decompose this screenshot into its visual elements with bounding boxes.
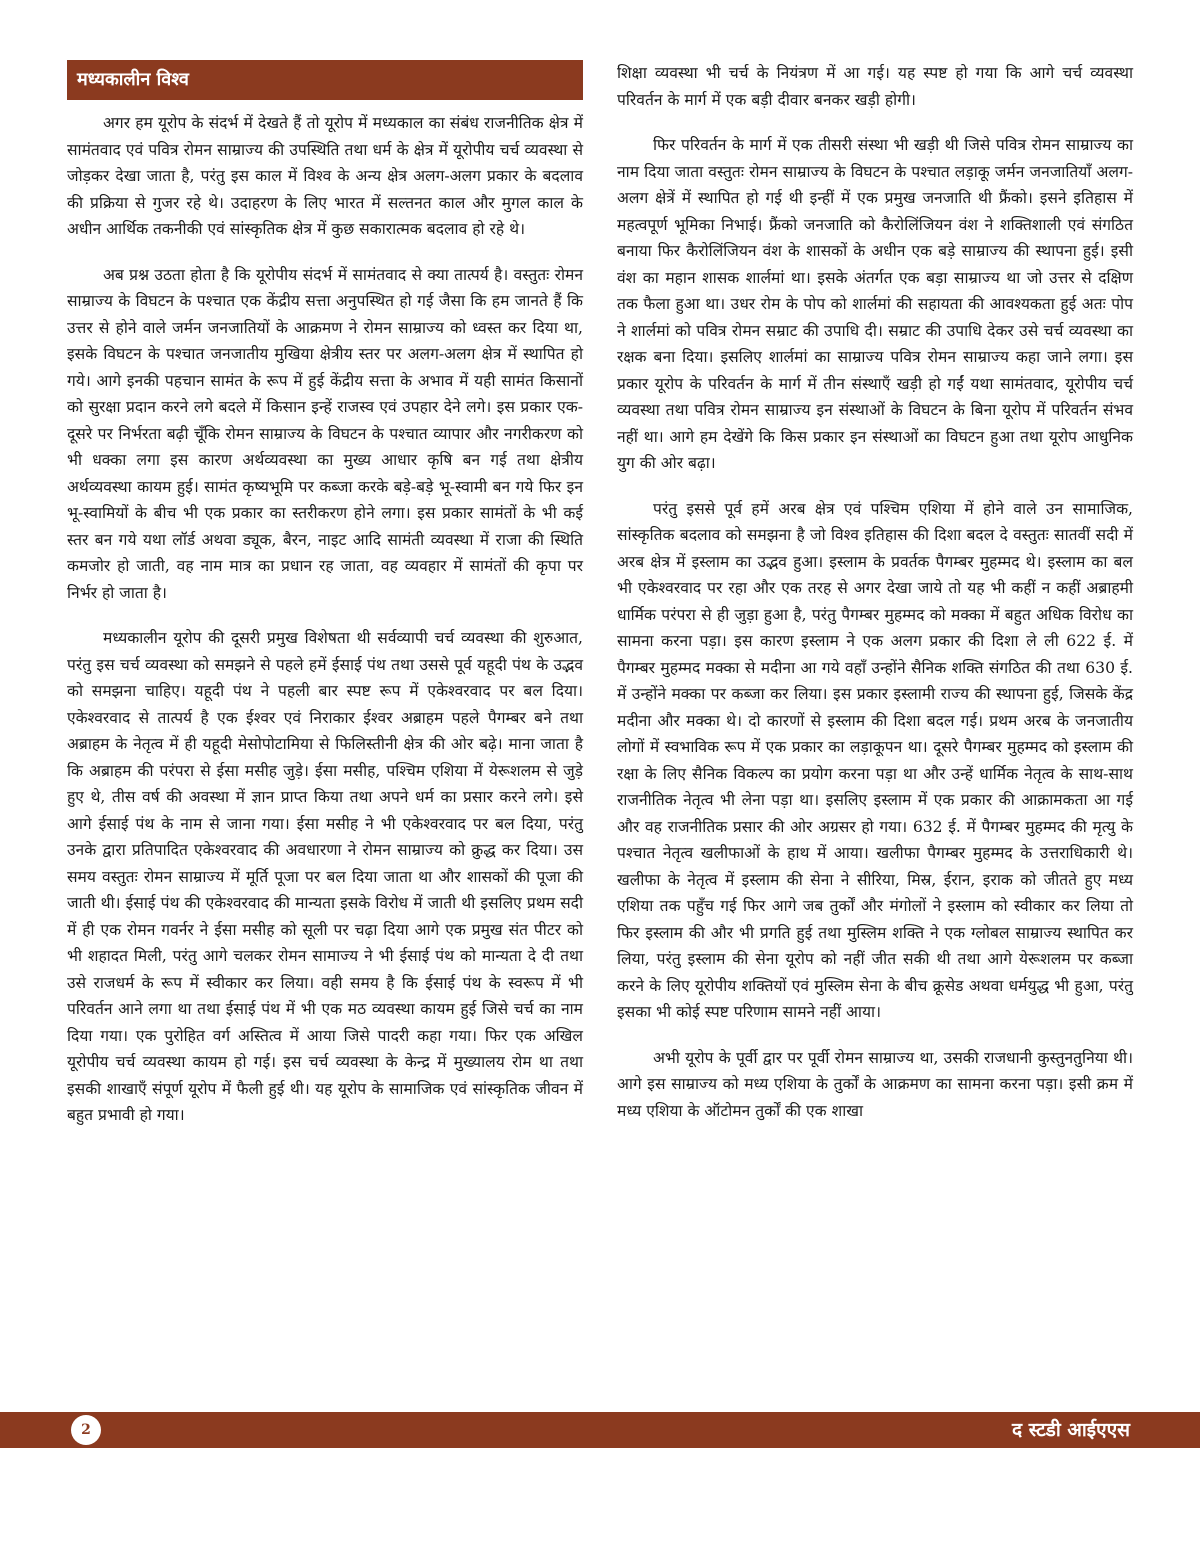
brand-name: द स्टडी आईएएस [1012, 1419, 1130, 1441]
paragraph: परंतु इससे पूर्व हमें अरब क्षेत्र एवं पश्चिम एशिया में होने वाले उन सामाजिक, सांस्कृतिक बदलाव को समझना है जो विश्व इतिहास की दिशा बदल दे वस्तुतः सातवीं सदी में अरब क्षेत्र में इस्लाम का उद्भव हुआ। इस्लाम के प्रवर्तक पैगम्बर मुहम्मद थे। इस्लाम का बल भी एकेश्वरवाद पर रहा और एक तरह से अगर देखा जाये तो यह भी कहीं न कहीं अब्राहमी धार्मिक परंपरा से ही जुड़ा हुआ है, परंतु पैगम्बर मुहम्मद को मक्का में बहुत अधिक विरोध का सामना करना पड़ा। इस कारण इस्लाम ने एक अलग प्रकार की दिशा ले ली 622 ई. में पैगम्बर मुहम्मद मक्का से मदीना आ गये वहाँ उन्होंने सैनिक शक्ति संगठित की तथा 630 ई. में उन्होंने मक्का पर कब्जा कर लिया। इस प्रकार इस्लामी राज्य की स्थापना हुई, जिसके केंद्र मदीना और मक्का थे। दो कारणों से इस्लाम की दिशा बदल गई। प्रथम अरब के जनजातीय लोगों में स्वभाविक रूप में एक प्रकार का लड़ाकूपन था। दूसरे पैगम्बर मुहम्मद को इस्लाम की रक्षा के लिए सैनिक विकल्प का प्रयोग करना पड़ा था और उन्हें धार्मिक नेतृत्व के साथ-साथ राजनीतिक नेतृत्व भी लेना पड़ा था। इसलिए इस्लाम में एक प्रकार की आक्रामकता आ गई और वह राजनीतिक प्रसार की ओर अग्रसर हो गया। 632 ई. में पैगम्बर मुहम्मद की मृत्यु के पश्चात नेतृत्व खलीफाओं के हाथ में आया। खलीफा पैगम्बर मुहम्मद के उत्तराधिकारी थे। खलीफा के नेतृत्व में इस्लाम की सेना ने सीरिया, मिस्र, ईरान, इराक को जीतते हुए मध्य एशिया तक पहुँच गई फिर आगे जब तुर्कों और मंगोलों ने इस्लाम को स्वीकार कर लिया तो फिर इस्लाम की और भी प्रगति हुई तथा मुस्लिम शक्ति ने एक ग्लोबल साम्राज्य स्थापित कर लिया, परंतु इस्लाम की सेना यूरोप को नहीं जीत सकी थी तथा आगे येरूशलम पर कब्जा करने के लिए यूरोपीय शक्तियों एवं मुस्लिम सेना के बीच क्रूसेड अथवा धर्मयुद्ध भी हुआ, परंतु इसका भी कोई स्पष्ट परिणाम सामने नहीं आया। [617, 499, 1133, 1021]
paragraph: मध्यकालीन यूरोप की दूसरी प्रमुख विशेषता थी सर्वव्यापी चर्च व्यवस्था की शुरुआत, परंतु इस चर्च व्यवस्था को समझने से पहले हमें ईसाई पंथ तथा उससे पूर्व यहूदी पंथ के उद्भव को समझना चाहिए। यहूदी पंथ ने पहली बार स्पष्ट रूप में एकेश्वरवाद पर बल दिया। एकेश्वरवाद से तात्पर्य है एक ईश्वर एवं निराकार ईश्वर अब्राहम पहले पैगम्बर बने तथा अब्राहम के नेतृत्व में ही यहूदी मेसोपोटामिया से फिलिस्तीनी क्षेत्र की ओर बढ़े। माना जाता है कि अब्राहम की परंपरा से ईसा मसीह जुड़े। ईसा मसीह, पश्चिम एशिया में येरूशलम से जुड़े हुए थे, तीस वर्ष की अवस्था में ज्ञान प्राप्त किया तथा अपने धर्म का प्रसार करने लगे। इसे आगे ईसाई पंथ के नाम से जाना गया। ईसा मसीह ने भी एकेश्वरवाद पर बल दिया, परंतु उनके द्वारा प्रतिपादित एकेश्वरवाद की अवधारणा ने रोमन साम्राज्य को क्रुद्ध कर दिया। उस समय वस्तुतः रोमन साम्राज्य में मूर्ति पूजा पर बल दिया जाता था और शासकों की पूजा की जाती थी। ईसाई पंथ की एकेश्वरवाद की मान्यता इसके विरोध में जाती थी इसलिए प्रथम सदी में ही एक रोमन गवर्नर ने ईसा मसीह को सूली पर चढ़ा दिया आगे एक प्रमुख संत पीटर को भी शहादत मिली, परंतु आगे चलकर रोमन सामाज्य ने भी ईसाई पंथ को मान्यता दे दी तथा उसे राजधर्म के रूप में स्वीकार कर लिया। वही समय है कि ईसाई पंथ के स्वरूप में भी परिवर्तन आने लगा था तथा ईसाई पंथ में भी एक मठ व्यवस्था कायम हुई जिसे चर्च का नाम दिया गया। एक पुरोहित वर्ग अस्तित्व में आया जिसे पादरी कहा गया। फिर एक अखिल यूरोपीय चर्च व्यवस्था कायम हो गई। इस चर्च व्यवस्था के केन्द्र में मुख्यालय रोम था तथा इसकी शाखाएँ संपूर्ण यूरोप में फैली हुई थी। यह यूरोप के सामाजिक एवं सांस्कृतिक जीवन में बहुत प्रभावी हो गया। [67, 629, 583, 1124]
paragraph: अब प्रश्न उठता होता है कि यूरोपीय संदर्भ में सामंतवाद से क्या तात्पर्य है। वस्तुतः रोमन साम्राज्य के विघटन के पश्चात एक केंद्रीय सत्ता अनुपस्थित हो गई जैसा कि हम जानते हैं कि उत्तर से होने वाले जर्मन जनजातियों के आक्रमण ने रोमन साम्राज्य को ध्वस्त कर दिया था, इसके विघटन के पश्चात जनजातीय मुखिया क्षेत्रीय स्तर पर अलग-अलग क्षेत्र में स्थापित हो गये। आगे इनकी पहचान सामंत के रूप में हुई केंद्रीय सत्ता के अभाव में यही सामंत किसानों को सुरक्षा प्रदान करने लगे बदले में किसान इन्हें राजस्व एवं उपहार देने लगे। इस प्रकार एक-दूसरे पर निर्भरता बढ़ी चूँकि रोमन साम्राज्य के विघटन के पश्चात व्यापार और नगरीकरण को भी धक्का लगा इस कारण अर्थव्यवस्था का मुख्य आधार कृषि बन गई तथा क्षेत्रीय अर्थव्यवस्था कायम हुई। सामंत कृष्यभूमि पर कब्जा करके बड़े-बड़े भू-स्वामी बन गये फिर इन भू-स्वामियों के बीच भी एक प्रकार का स्तरीकरण होने लगा। इस प्रकार सामंतों के भी कई स्तर बन गये यथा लॉर्ड अथवा ड्यूक, बैरन, नाइट आदि सामंती व्यवस्था में राजा की स्थिति कमजोर हो जाती, वह नाम मात्र का प्रधान रह जाता, वह व्यवहार में सामंतों की कृपा पर निर्भर हो जाता है। [67, 265, 583, 602]
left-column [67, 60, 583, 1148]
right-column [617, 60, 1133, 1143]
page-footer [0, 1412, 1200, 1448]
paragraph: अगर हम यूरोप के संदर्भ में देखते हैं तो यूरोप में मध्यकाल का संबंध राजनीतिक क्षेत्र में सामंतवाद एवं पवित्र रोमन साम्राज्य की उपस्थिति तथा धर्म के क्षेत्र में यूरोपीय चर्च व्यवस्था से जोड़कर देखा जाता है, परंतु इस काल में विश्व के अन्य क्षेत्र अलग-अलग प्रकार के बदलाव की प्रक्रिया से गुजर रहे थे। उदाहरण के लिए भारत में सल्तनत काल और मुगल काल के अधीन आर्थिक तकनीकी एवं सांस्कृतिक क्षेत्र में कुछ सकारात्मक बदलाव हो रहे थे। [67, 114, 583, 238]
section-heading: मध्यकालीन विश्व [67, 60, 583, 100]
paragraph: शिक्षा व्यवस्था भी चर्च के नियंत्रण में आ गई। यह स्पष्ट हो गया कि आगे चर्च व्यवस्था परिवर्तन के मार्ग में एक बड़ी दीवार बनकर खड़ी होगी। [617, 64, 1133, 109]
paragraph: अभी यूरोप के पूर्वी द्वार पर पूर्वी रोमन साम्राज्य था, उसकी राजधानी कुस्तुनतुनिया थी। आगे इस साम्राज्य को मध्य एशिया के तुर्कों के आक्रमण का सामना करना पड़ा। इसी क्रम में मध्य एशिया के ऑटोमन तुर्कों की एक शाखा [617, 1048, 1133, 1120]
page-number: 2 [71, 1415, 101, 1445]
paragraph: फिर परिवर्तन के मार्ग में एक तीसरी संस्था भी खड़ी थी जिसे पवित्र रोमन साम्राज्य का नाम दिया जाता वस्तुतः रोमन साम्राज्य के विघटन के पश्चात लड़ाकू जर्मन जनजातियाँ अलग-अलग क्षेत्रें में स्थापित हो गई थी इन्हीं में एक प्रमुख जनजाति थी फ्रैंको। इसने इतिहास में महत्वपूर्ण भूमिका निभाई। फ्रैंको जनजाति को कैरोलिंजियन वंश ने शक्तिशाली एवं संगठित बनाया फिर कैरोलिंजियन वंश के शासकों के अधीन एक बड़े साम्राज्य की स्थापना हुई। इसी वंश का महान शासक शार्लमां था। इसके अंतर्गत एक बड़ा साम्राज्य था जो उत्तर से दक्षिण तक फैला हुआ था। उधर रोम के पोप को शार्लमां की सहायता की आवश्यकता हुई अतः पोप ने शार्लमां को पवित्र रोमन सम्राट की उपाधि दी। सम्राट की उपाधि देकर उसे चर्च व्यवस्था का रक्षक बना दिया। इसलिए शार्लमां का साम्राज्य पवित्र रोमन साम्राज्य कहा जाने लगा। इस प्रकार यूरोप के परिवर्तन के मार्ग में तीन संस्थाएँ खड़ी हो गईं यथा सामंतवाद, यूरोपीय चर्च व्यवस्था तथा पवित्र रोमन साम्राज्य इन संस्थाओं के विघटन के बिना यूरोप में परिवर्तन संभव नहीं था। आगे हम देखेंगे कि किस प्रकार इन संस्थाओं का विघटन हुआ तथा यूरोप आधुनिक युग की ओर बढ़ा। [617, 136, 1133, 472]
